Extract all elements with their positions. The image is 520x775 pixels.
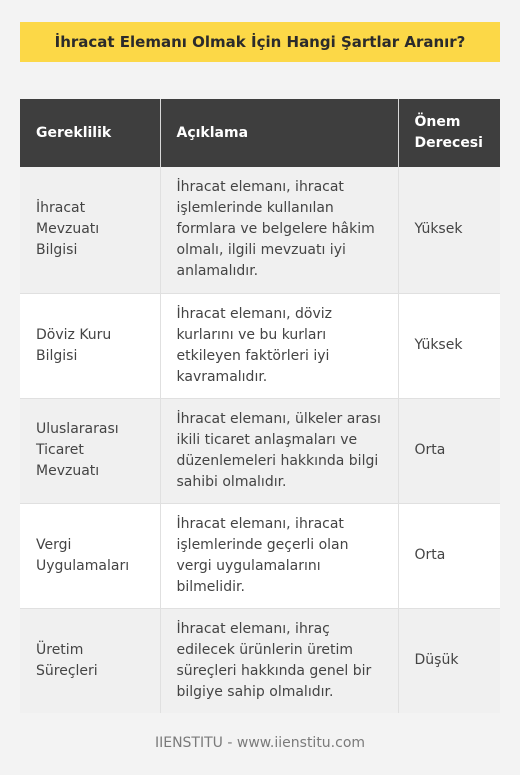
description-cell: İhracat elemanı, ülkeler arası ikili ticaret anlaşmaları ve düzenlemeleri hakkında bilgi sahibi olmalıdır. xyxy=(160,398,398,503)
importance-cell: Düşük xyxy=(398,608,500,713)
column-header-requirement: Gereklilik xyxy=(20,99,160,167)
column-header-description: Açıklama xyxy=(160,99,398,167)
table-row xyxy=(20,398,500,503)
description-cell: İhracat elemanı, döviz kurlarını ve bu kurları etkileyen faktörleri iyi kavramalıdır. xyxy=(160,293,398,398)
requirement-cell: İhracat Mevzuatı Bilgisi xyxy=(36,200,100,259)
importance-cell: Orta xyxy=(398,398,500,503)
description-cell: İhracat elemanı, ihraç edilecek ürünlerin üretim süreçleri hakkında genel bir bilgiye sahip olmalıdır. xyxy=(160,608,398,713)
requirement-cell: Uluslararası Ticaret Mevzuatı xyxy=(36,421,119,479)
title-banner xyxy=(20,22,500,62)
requirement-cell: Vergi Uygulamaları xyxy=(36,536,130,574)
table-row xyxy=(20,503,500,608)
table-row xyxy=(20,167,500,293)
importance-cell: Yüksek xyxy=(398,293,500,398)
page-title: İhracat Elemanı Olmak İçin Hangi Şartlar Aranır? xyxy=(54,33,466,51)
requirement-cell: Döviz Kuru Bilgisi xyxy=(36,326,112,364)
table-row xyxy=(20,293,500,398)
importance-cell: Orta xyxy=(398,503,500,608)
table-row xyxy=(20,608,500,713)
footer-credit: IIENSTITU - www.iienstitu.com xyxy=(154,735,366,751)
requirements-table xyxy=(20,99,500,713)
importance-cell: Yüksek xyxy=(398,167,500,293)
requirement-cell: Üretim Süreçleri xyxy=(36,641,98,679)
description-cell: İhracat elemanı, ihracat işlemlerinde geçerli olan vergi uygulamalarını bilmelidir. xyxy=(160,503,398,608)
description-cell: İhracat elemanı, ihracat işlemlerinde kullanılan formlara ve belgelere hâkim olmalı, ilgili mevzuatı iyi anlamalıdır. xyxy=(160,167,398,293)
table-header-row xyxy=(20,99,500,167)
column-header-importance: Önem Derecesi xyxy=(398,99,500,167)
